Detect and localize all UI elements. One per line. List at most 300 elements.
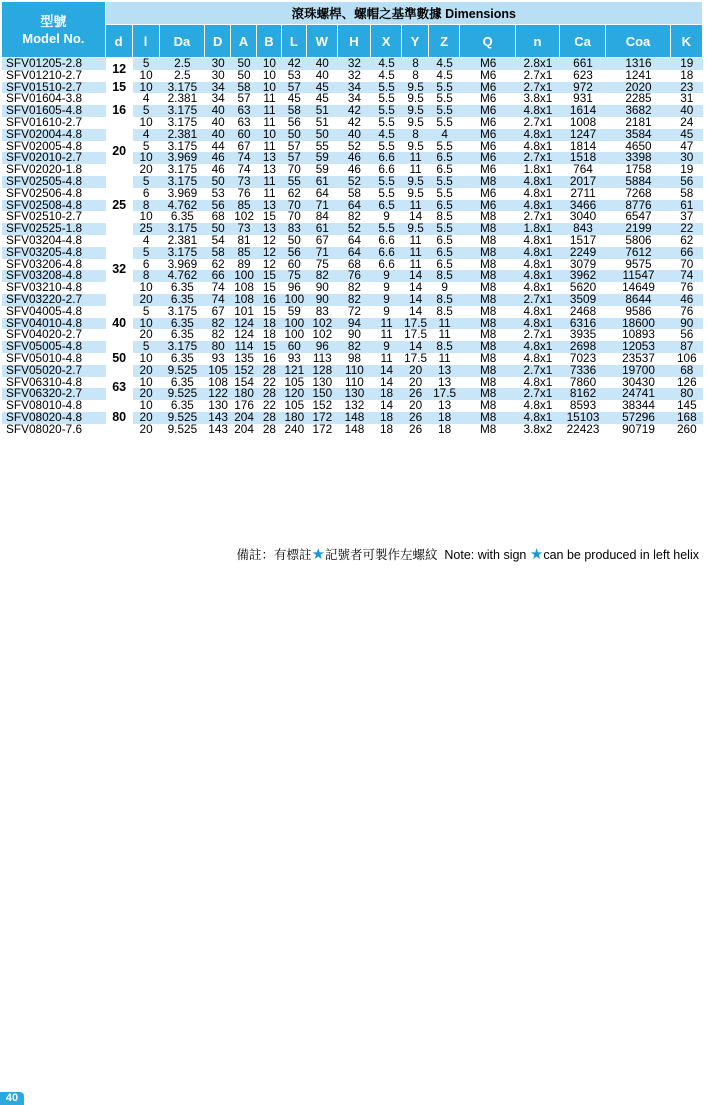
value-cell: 22 [257,377,282,389]
value-cell: 56 [671,176,703,188]
value-cell: 1614 [560,105,607,117]
value-cell: 2.5 [160,70,206,82]
value-cell: 11 [257,141,282,153]
value-cell: 5884 [606,176,670,188]
value-cell: 14 [402,294,429,306]
note-text [236,545,699,563]
value-cell: 28 [257,365,282,377]
value-cell: 30 [671,152,703,164]
value-cell: 52 [338,223,371,235]
value-cell: 63 [231,105,257,117]
value-cell: 85 [231,247,257,259]
value-cell: 110 [338,365,371,377]
value-cell: 51 [307,105,338,117]
value-cell: 4.8x1 [516,353,560,365]
value-cell: 2.381 [160,235,206,247]
value-cell: 74 [671,270,703,282]
value-cell: 46 [338,164,371,176]
value-cell: 5.5 [371,82,402,94]
value-cell: 145 [671,400,703,412]
value-cell: 6.35 [160,353,206,365]
value-cell: 20 [133,294,160,306]
model-cell: SFV05005-4.8 [2,341,106,353]
value-cell: 11 [371,329,402,341]
value-cell: 100 [231,270,257,282]
value-cell: 82 [307,270,338,282]
value-cell: 124 [231,329,257,341]
value-cell: 50 [231,70,257,82]
value-cell: 11 [371,318,402,330]
model-cell: SFV03210-4.8 [2,282,106,294]
value-cell: 15 [257,211,282,223]
value-cell: 9.525 [160,365,206,377]
column-header: Q [460,25,516,58]
value-cell: 64 [307,188,338,200]
value-cell: 82 [205,329,231,341]
value-cell: 5 [133,141,160,153]
value-cell: 4650 [606,141,670,153]
value-cell: 46 [205,164,231,176]
value-cell: 20 [133,424,160,436]
value-cell: 10 [133,318,160,330]
value-cell: 2.7x1 [516,329,560,341]
value-cell: 42 [282,58,307,70]
value-cell: 4.5 [429,70,460,82]
value-cell: 23537 [606,353,670,365]
value-cell: 11 [402,152,429,164]
column-header: Z [429,25,460,58]
value-cell: 9.525 [160,424,206,436]
page-number: 40 [0,1092,24,1105]
diameter-group-cell: 16 [106,93,133,128]
value-cell: 70 [282,200,307,212]
value-cell: 93 [282,353,307,365]
value-cell: 4.8x1 [516,282,560,294]
value-cell: 3.8x2 [516,424,560,436]
value-cell: 82 [338,282,371,294]
value-cell: 64 [338,200,371,212]
column-header: Ca [560,25,607,58]
value-cell: 9586 [606,306,670,318]
value-cell: M8 [460,270,516,282]
value-cell: 10 [133,400,160,412]
model-cell: SFV01510-2.7 [2,82,106,94]
value-cell: 130 [205,400,231,412]
value-cell: 114 [231,341,257,353]
value-cell: 8 [402,58,429,70]
value-cell: 18 [429,412,460,424]
model-cell: SFV04010-4.8 [2,318,106,330]
value-cell: 30430 [606,377,670,389]
value-cell: 3.969 [160,188,206,200]
value-cell: 5.5 [371,188,402,200]
value-cell: 67 [205,306,231,318]
value-cell: 57 [231,93,257,105]
value-cell: 20 [133,329,160,341]
value-cell: 11547 [606,270,670,282]
value-cell: 20 [133,412,160,424]
value-cell: 12 [257,235,282,247]
value-cell: 14649 [606,282,670,294]
value-cell: 50 [231,58,257,70]
value-cell: 1814 [560,141,607,153]
value-cell: 4 [133,93,160,105]
value-cell: 100 [282,294,307,306]
value-cell: 172 [307,424,338,436]
value-cell: 56 [671,329,703,341]
value-cell: 18600 [606,318,670,330]
value-cell: M6 [460,188,516,200]
value-cell: 148 [338,424,371,436]
value-cell: 130 [338,388,371,400]
value-cell: 4.8x1 [516,200,560,212]
value-cell: 5.5 [371,176,402,188]
model-cell: SFV03220-2.7 [2,294,106,306]
value-cell: M6 [460,58,516,70]
value-cell: 8.5 [429,294,460,306]
value-cell: 6.5 [429,247,460,259]
value-cell: 5.5 [429,188,460,200]
value-cell: 40 [205,105,231,117]
value-cell: 8 [402,70,429,82]
value-cell: 8 [402,129,429,141]
value-cell: 90 [307,294,338,306]
value-cell: 20 [133,164,160,176]
value-cell: 113 [307,353,338,365]
value-cell: 55 [307,141,338,153]
value-cell: 11 [257,188,282,200]
value-cell: 11 [429,353,460,365]
value-cell: 10 [133,282,160,294]
value-cell: M8 [460,223,516,235]
value-cell: 50 [282,235,307,247]
value-cell: 9 [371,306,402,318]
value-cell: 56 [282,247,307,259]
value-cell: 90 [338,329,371,341]
value-cell: M8 [460,400,516,412]
value-cell: 17.5 [429,388,460,400]
model-cell: SFV03204-4.8 [2,235,106,247]
value-cell: 87 [671,341,703,353]
value-cell: 19 [671,164,703,176]
value-cell: 6.6 [371,247,402,259]
value-cell: 4.8x1 [516,129,560,141]
value-cell: M6 [460,117,516,129]
value-cell: M8 [460,341,516,353]
value-cell: 152 [231,365,257,377]
table-body [2,58,703,436]
value-cell: 172 [307,412,338,424]
value-cell: 106 [671,353,703,365]
column-header: A [231,25,257,58]
value-cell: 11 [429,318,460,330]
value-cell: 2.7x1 [516,211,560,223]
value-cell: 3.8x1 [516,93,560,105]
model-cell: SFV02505-4.8 [2,176,106,188]
value-cell: M6 [460,164,516,176]
value-cell: 81 [231,235,257,247]
value-cell: 16 [257,353,282,365]
value-cell: 62 [205,259,231,271]
value-cell: 2285 [606,93,670,105]
model-cell: SFV02004-4.8 [2,129,106,141]
value-cell: 2.5 [160,58,206,70]
value-cell: 5.5 [429,105,460,117]
value-cell: 2249 [560,247,607,259]
value-cell: 150 [307,388,338,400]
value-cell: 51 [307,117,338,129]
value-cell: 4.8x1 [516,341,560,353]
value-cell: 3.175 [160,247,206,259]
model-cell: SFV02005-4.8 [2,141,106,153]
value-cell: 4.8x1 [516,318,560,330]
value-cell: 4.8x1 [516,141,560,153]
value-cell: 100 [282,318,307,330]
model-cell: SFV01205-2.8 [2,58,106,70]
value-cell: 14 [402,211,429,223]
value-cell: 18 [671,70,703,82]
value-cell: 6.5 [429,200,460,212]
value-cell: 3.175 [160,82,206,94]
value-cell: 74 [205,282,231,294]
value-cell: 72 [338,306,371,318]
value-cell: 9575 [606,259,670,271]
value-cell: 3935 [560,329,607,341]
value-cell: 204 [231,412,257,424]
value-cell: 58 [282,105,307,117]
value-cell: 10 [257,70,282,82]
value-cell: 89 [231,259,257,271]
diameter-group-cell: 25 [106,176,133,235]
value-cell: 9 [371,211,402,223]
value-cell: 2.7x1 [516,82,560,94]
value-cell: 15 [257,282,282,294]
value-cell: 75 [282,270,307,282]
value-cell: 10 [133,211,160,223]
dimensions-table-wrapper [2,2,703,436]
value-cell: 4.8x1 [516,412,560,424]
value-cell: 132 [338,400,371,412]
value-cell: 10 [133,353,160,365]
value-cell: 45 [671,129,703,141]
model-cell: SFV06320-2.7 [2,388,106,400]
value-cell: 2.7x1 [516,152,560,164]
value-cell: 75 [307,259,338,271]
model-cell: SFV04020-2.7 [2,329,106,341]
value-cell: 2199 [606,223,670,235]
value-cell: 240 [282,424,307,436]
value-cell: M8 [460,365,516,377]
value-cell: 8.5 [429,306,460,318]
value-cell: 13 [257,164,282,176]
value-cell: 37 [671,211,703,223]
value-cell: 58 [205,247,231,259]
value-cell: M8 [460,211,516,223]
value-cell: 121 [282,365,307,377]
value-cell: 20 [402,365,429,377]
value-cell: 9.5 [402,141,429,153]
value-cell: 3.175 [160,306,206,318]
value-cell: 14 [402,270,429,282]
value-cell: 5.5 [429,82,460,94]
value-cell: 9.5 [402,93,429,105]
value-cell: 11 [257,93,282,105]
value-cell: 84 [307,211,338,223]
value-cell: 50 [307,129,338,141]
value-cell: 843 [560,223,607,235]
value-cell: 94 [338,318,371,330]
value-cell: 4.8x1 [516,176,560,188]
value-cell: 1.8x1 [516,223,560,235]
value-cell: 6.35 [160,282,206,294]
value-cell: 26 [402,424,429,436]
value-cell: 9.5 [402,176,429,188]
column-header-row [2,25,703,58]
value-cell: 9.5 [402,188,429,200]
value-cell: 2181 [606,117,670,129]
value-cell: 6.5 [429,164,460,176]
diameter-group-cell: 63 [106,377,133,401]
value-cell: 82 [338,341,371,353]
value-cell: 50 [205,223,231,235]
value-cell: 2.7x1 [516,365,560,377]
value-cell: 71 [307,247,338,259]
value-cell: 15 [257,341,282,353]
value-cell: 143 [205,424,231,436]
model-cell: SFV05010-4.8 [2,353,106,365]
value-cell: 30 [205,70,231,82]
value-cell: 4.8x1 [516,235,560,247]
value-cell: 3584 [606,129,670,141]
value-cell: 10 [257,82,282,94]
value-cell: 22 [257,400,282,412]
value-cell: 4.5 [371,129,402,141]
value-cell: 17.5 [404,329,428,342]
value-cell: 1247 [560,129,607,141]
value-cell: 74 [205,294,231,306]
column-header: l [133,25,160,58]
value-cell: 10 [257,58,282,70]
value-cell: 32 [338,70,371,82]
value-cell: 26 [402,412,429,424]
value-cell: 5.5 [371,223,402,235]
value-cell: M8 [460,294,516,306]
value-cell: 2711 [560,188,607,200]
model-cell: SFV02508-4.8 [2,200,106,212]
value-cell: 66 [205,270,231,282]
value-cell: 59 [282,306,307,318]
value-cell: 6 [133,188,160,200]
value-cell: 3079 [560,259,607,271]
value-cell: 3.175 [160,223,206,235]
value-cell: 108 [231,282,257,294]
value-cell: 661 [560,58,607,70]
value-cell: 1518 [560,152,607,164]
value-cell: M6 [460,129,516,141]
table-row [2,82,703,94]
value-cell: 6.5 [429,235,460,247]
value-cell: 50 [282,129,307,141]
value-cell: M8 [460,329,516,341]
value-cell: 10 [133,70,160,82]
value-cell: 82 [205,318,231,330]
model-cell: SFV03205-4.8 [2,247,106,259]
value-cell: 93 [205,353,231,365]
value-cell: 7023 [560,353,607,365]
table-row [2,129,703,141]
value-cell: 96 [282,282,307,294]
value-cell: 12 [257,247,282,259]
value-cell: 9 [371,282,402,294]
value-cell: 7860 [560,377,607,389]
value-cell: M6 [460,141,516,153]
value-cell: 11 [371,353,402,365]
model-cell: SFV03206-4.8 [2,259,106,271]
value-cell: 110 [338,377,371,389]
note-en-before: Note: with sign [444,548,527,562]
value-cell: 56 [282,117,307,129]
value-cell: 100 [282,329,307,341]
value-cell: 24741 [606,388,670,400]
value-cell: 180 [231,388,257,400]
value-cell: 2.7x1 [516,388,560,400]
value-cell: 12053 [606,341,670,353]
value-cell: 2.7x1 [516,117,560,129]
model-cell: SFV01210-2.7 [2,70,106,82]
value-cell: 5 [133,341,160,353]
table-row [2,341,703,353]
table-row [2,400,703,412]
value-cell: 58 [231,82,257,94]
value-cell: 8644 [606,294,670,306]
value-cell: 14 [371,377,402,389]
value-cell: M6 [460,93,516,105]
value-cell: 31 [671,93,703,105]
footer-note [0,543,707,1104]
value-cell: 3466 [560,200,607,212]
value-cell: M8 [460,247,516,259]
value-cell: 11 [429,329,460,341]
value-cell: 2.7x1 [516,294,560,306]
value-cell: 47 [671,141,703,153]
value-cell: 7336 [560,365,607,377]
diameter-group-cell: 80 [106,400,133,435]
value-cell: 61 [307,176,338,188]
value-cell: 90 [307,282,338,294]
value-cell: 2698 [560,341,607,353]
diameter-group-cell: 50 [106,341,133,376]
value-cell: 105 [282,377,307,389]
value-cell: 23 [671,82,703,94]
column-header: X [371,25,402,58]
value-cell: 122 [205,388,231,400]
value-cell: 13 [257,200,282,212]
value-cell: 9.5 [402,82,429,94]
value-cell: 28 [257,424,282,436]
value-cell: 9 [371,270,402,282]
value-cell: 1.8x1 [516,164,560,176]
value-cell: 260 [671,424,703,436]
value-cell: 30 [205,58,231,70]
value-cell: 6.35 [160,400,206,412]
value-cell: 50 [205,176,231,188]
value-cell: 8162 [560,388,607,400]
value-cell: 34 [205,93,231,105]
model-cell: SFV01610-2.7 [2,117,106,129]
diameter-group-cell: 12 [106,58,133,82]
value-cell: 9 [371,294,402,306]
value-cell: 14 [371,400,402,412]
